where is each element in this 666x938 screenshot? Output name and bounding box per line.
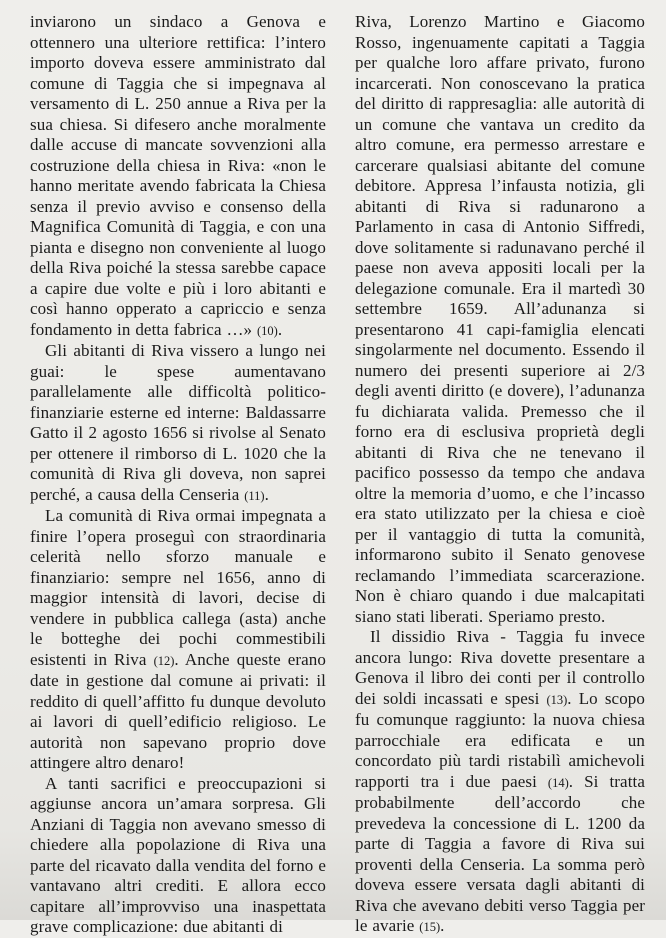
footnote-ref: (14): [547, 775, 569, 790]
right-text-column: [355, 12, 645, 935]
footnote-ref: (10): [257, 323, 278, 338]
footnote-ref: (11): [244, 488, 265, 503]
footnote-ref: (13): [546, 692, 568, 707]
paragraph-continuation: Riva, Lorenzo Martino e Giacomo Rosso, ingenuamente capitati a Taggia per qualche loro affare privato, furono incarcerati. Non conoscevano la pratica del diritto di rappresaglia: alle autorità di un comune che vantava un credito da altro comune, era permesso arrestare e carcerare qualsiasi abitante del comune debitore. Appresa l’infausta notizia, gli abitanti di Riva si radunarono a Parlamento in casa di Antonio Siffredi, dove solitamente si radunavano perché il paese non aveva appositi locali per la delegazione comunale. Era il martedì 30 settembre 1659. All’adunanza si presentarono 41 capi-famiglia elencati singolarmente nel documento. Essendo il numero dei presenti superiore ai 2/3 degli aventi diritto (e dovere), l’adunanza fu dichiarata valida. Premesso che il forno era di esclusiva proprietà degli abitanti di Riva che ne tenevano il pacifico possesso da tempo che andava oltre la memoria d’uomo, e che l’incasso era stato utilizzato per la chiesa e cioè per il vantaggio di tutta la comunità, informarono subito il Senato genovese reclamando l’immediata scarcerazione. Non è chiaro quando i due malcapitati siano stati liberati. Speriamo presto.: [355, 12, 645, 626]
paragraph: A tanti sacrifici e preoccupazioni si aggiunse ancora un’amara sorpresa. Gli Anziani di Taggia non avevano smesso di chiedere alla popolazione di Riva una parte del ricavato dalla vendita del forno e vantavano altri crediti. E allora ecco capitare all’improvviso una inaspettata grave complicazione: due abitanti di: [30, 773, 326, 936]
footnote-ref: (12): [153, 653, 175, 668]
paragraph: Il dissidio Riva - Taggia fu invece ancora lungo: Riva dovette presentare a Genova il libro dei conti per il controllo dei soldi incassati e spesi (13). Lo scopo fu comunque raggiunto: la nuova chiesa parrocchiale era edificata e un concordato più tardi ristabilì amichevoli rapporti tra i due paesi (14). Si tratta probabilmente dell’accordo che prevedeva la concessione di L. 1200 da parte di Taggia a favore di Riva sui proventi della Censeria. La somma però doveva essere versata dagli abitanti di Riva che avevano debiti verso Taggia per le avarie (15).: [355, 627, 645, 935]
left-text-column: [30, 12, 326, 936]
paragraph-continuation: inviarono un sindaco a Genova e ottennero una ulteriore rettifica: l’intero importo doveva essere amministrato dal comune di Taggia che si impegnava al versamento di L. 250 annue a Riva per la sua chiesa. Si difesero anche moralmente dalle accuse di mancate sovvenzioni alla costruzione della chiesa in Riva: «non le hanno meritate avendo fabricata la Chiesa senza il previo avviso e consenso della Magnifica Comunità di Taggia, e con una pianta e disegno non conveniente al luogo della Riva poiché la stessa sarebbe capace a capire due volte e più i loro abitanti e così hanno opperato a capriccio e senza fondamento in detta fabrica …» (10).: [30, 12, 326, 339]
paragraph: La comunità di Riva ormai impegnata a finire l’opera proseguì con straordinaria celerità nello sforzo manuale e finanziario: sempre nel 1656, anno di maggior intensità di lavori, decise di vendere in pubblica callega (asta) anche le botteghe dei pochi commestibili esistenti in Riva (12). Anche queste erano date in gestione dal comune ai privati: il reddito di quell’affitto fu dunque devoluto ai lavori di quell’edificio religioso. Le autorità non sapevano proprio dove attingere altro denaro!: [30, 506, 326, 772]
footnote-ref: (15): [419, 920, 441, 934]
paragraph: Gli abitanti di Riva vissero a lungo nei guai: le spese aumentavano parallelamente alle difficoltà politico-finanziarie esterne ed interne: Baldassarre Gatto il 2 agosto 1656 si rivolse al Senato per ottenere il rimborso di L. 1020 che la comunità di Riva gli doveva, non saprei perché, a causa della Censeria (11).: [30, 341, 326, 504]
